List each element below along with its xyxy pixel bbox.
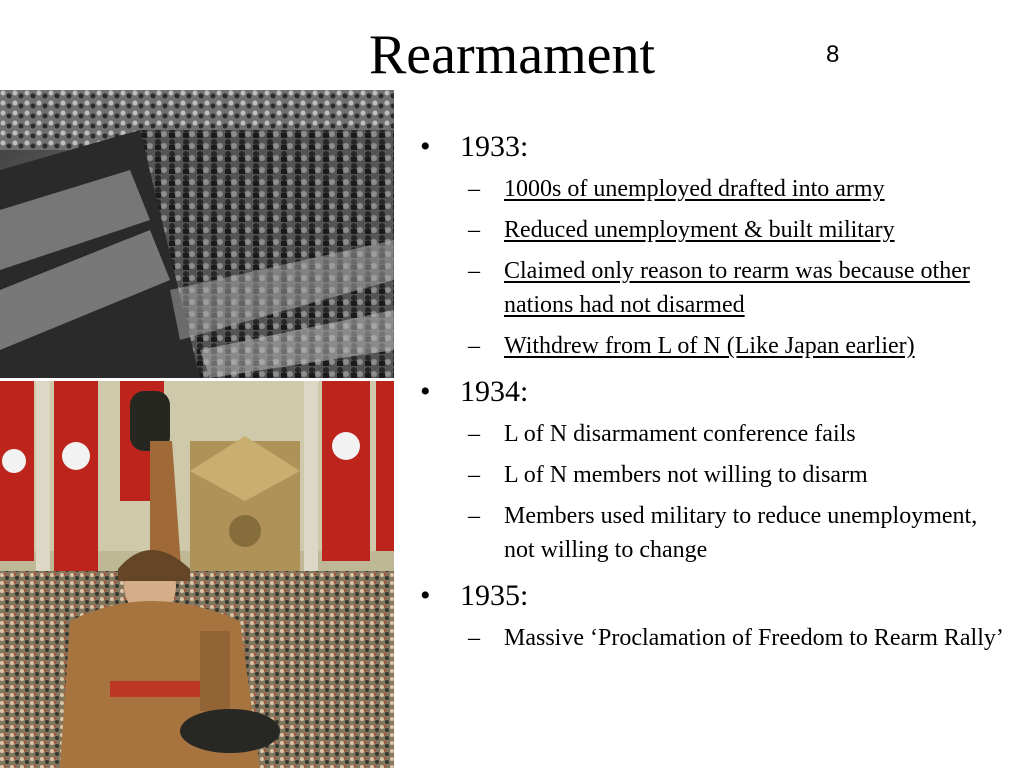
- sub-item-text: Claimed only reason to rearm was because other nations had not disarmed: [504, 258, 970, 318]
- dash-marker: –: [468, 462, 480, 488]
- sub-item: [420, 499, 1010, 567]
- bullet-marker: •: [420, 579, 431, 612]
- assembly-photo-image: [0, 90, 394, 378]
- sub-item: [420, 213, 1010, 247]
- dash-marker: –: [468, 503, 480, 529]
- sub-item-text: Members used military to reduce unemployment, not willing to change: [504, 503, 978, 563]
- sub-item: [420, 254, 1010, 322]
- dash-marker: –: [468, 217, 480, 243]
- sub-item-text: L of N members not willing to disarm: [504, 462, 868, 488]
- bullet-marker: •: [420, 130, 431, 163]
- sub-list-1933: [420, 172, 1010, 363]
- dash-marker: –: [468, 421, 480, 447]
- sub-list-1934: [420, 417, 1010, 567]
- dash-marker: –: [468, 176, 480, 202]
- slide-title: Rearmament: [368, 24, 656, 86]
- sub-item-text: Withdrew from L of N (Like Japan earlier): [504, 333, 915, 359]
- rally-photo-image: [0, 381, 394, 768]
- sub-item: [420, 458, 1010, 492]
- bullet-label: 1935:: [460, 579, 529, 612]
- dash-marker: –: [468, 333, 480, 359]
- bullet-label: 1934:: [460, 375, 529, 408]
- dash-marker: –: [468, 258, 480, 284]
- sub-item-text: L of N disarmament conference fails: [504, 421, 856, 447]
- page-number: 8: [826, 41, 840, 68]
- bullet-1934: [420, 373, 1010, 411]
- bullet-marker: •: [420, 375, 431, 408]
- sub-item: [420, 172, 1010, 206]
- assembly-photo: [0, 90, 394, 378]
- sub-item: [420, 621, 1010, 655]
- sub-item-text: Massive ‘Proclamation of Freedom to Rearm Rally’: [504, 625, 1004, 651]
- rally-photo: [0, 381, 394, 768]
- sub-item-text: 1000s of unemployed drafted into army: [504, 176, 885, 202]
- dash-marker: –: [468, 625, 480, 651]
- bullet-label: 1933:: [460, 130, 529, 163]
- sub-list-1935: [420, 621, 1010, 655]
- sub-item: [420, 417, 1010, 451]
- sub-item-text: Reduced unemployment & built military: [504, 217, 895, 243]
- bullet-1935: [420, 577, 1010, 615]
- bullet-1933: [420, 128, 1010, 166]
- sub-item: [420, 329, 1010, 363]
- bullet-content: [420, 128, 1010, 665]
